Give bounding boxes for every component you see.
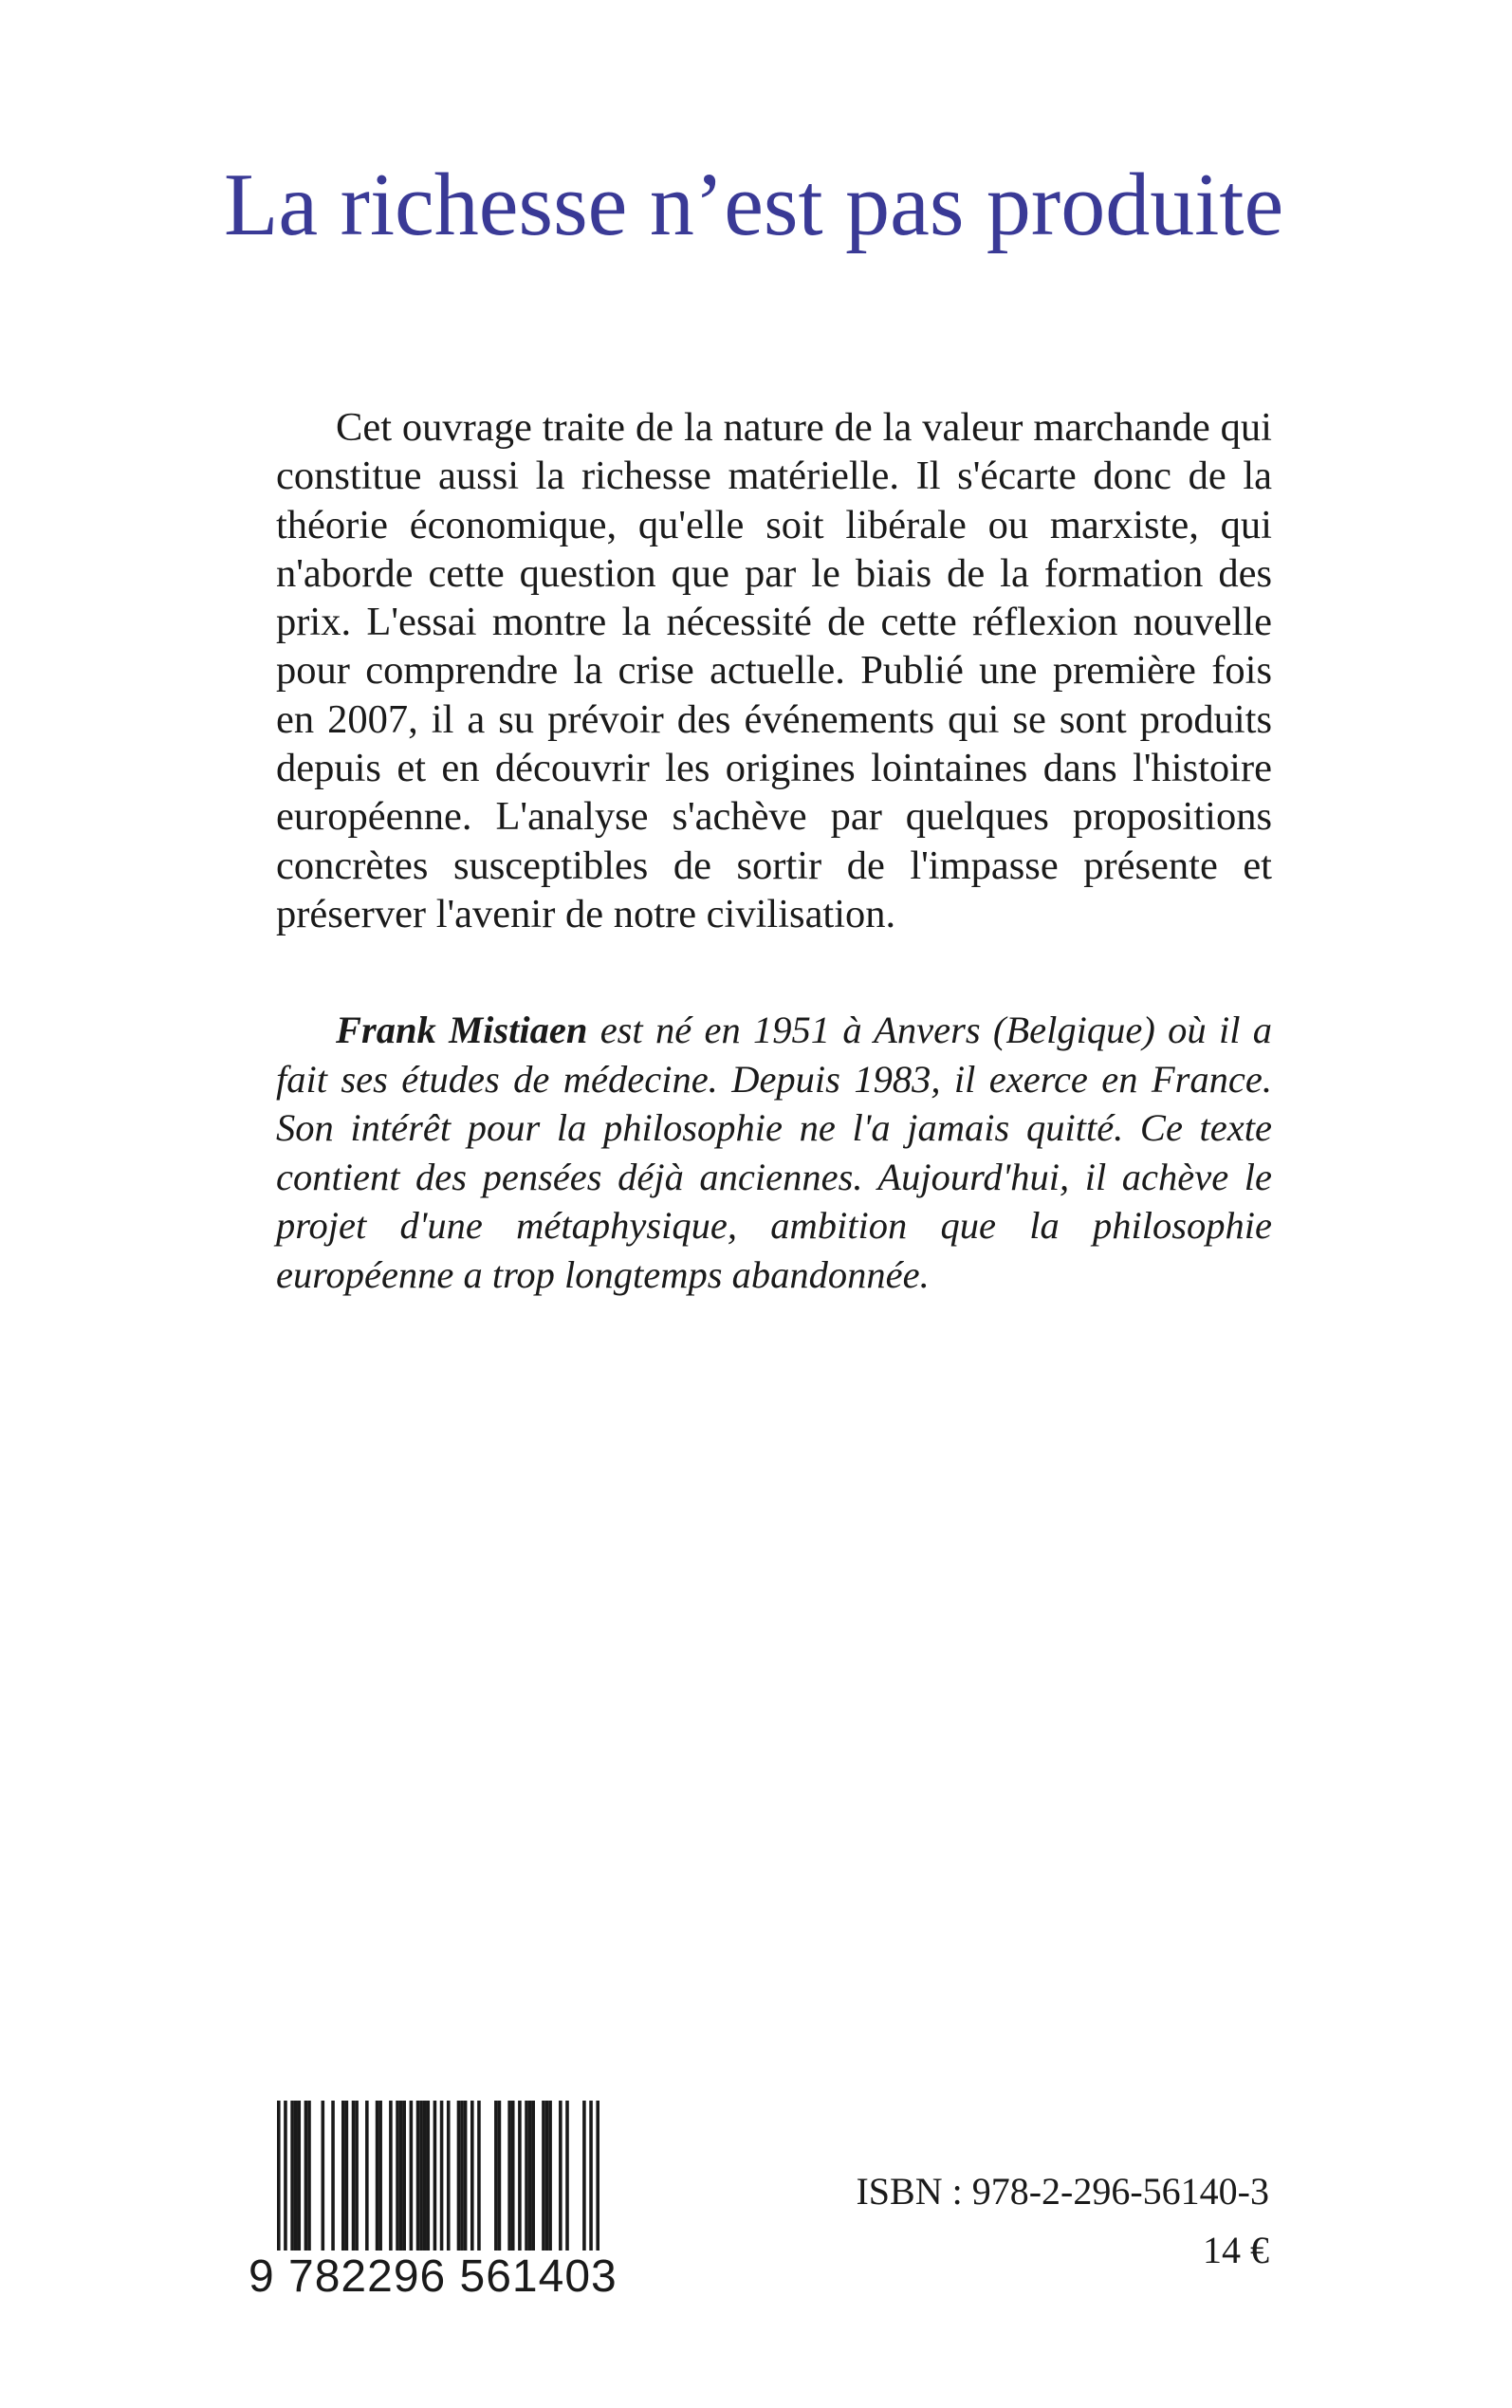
barcode-bar bbox=[294, 2101, 298, 2258]
barcode-bar bbox=[365, 2101, 369, 2258]
barcode-bar bbox=[447, 2101, 451, 2258]
barcode-bar bbox=[559, 2101, 562, 2258]
barcode-bar bbox=[322, 2101, 325, 2258]
barcode-bar bbox=[297, 2101, 301, 2258]
author-name: Frank Mistiaen bbox=[336, 1009, 588, 1051]
author-bio-text: est né en 1951 à Anvers (Belgique) où il a fait ses études de médecine. Depuis 1983, il exerce en France. Son intérêt pour la philosophie ne l'a jamais quitté. Ce texte contient des pensées déjà anciennes. Aujourd'hui, il achève le projet d'une métaphysique, ambition que la philosophie européenne a trop longtemps abandonnée. bbox=[276, 1009, 1272, 1296]
barcode-bar bbox=[341, 2101, 345, 2258]
barcode-bar bbox=[460, 2101, 464, 2258]
barcode-bar bbox=[582, 2101, 586, 2258]
barcode-bar bbox=[376, 2101, 379, 2258]
barcode-bar bbox=[423, 2101, 427, 2258]
barcode-bar bbox=[477, 2101, 481, 2258]
barcode-bar bbox=[345, 2101, 349, 2258]
book-title: La richesse n’est pas produite bbox=[224, 156, 1284, 254]
barcode-bar bbox=[416, 2101, 420, 2258]
barcode-bar bbox=[355, 2101, 359, 2258]
barcode-bar bbox=[518, 2101, 522, 2258]
barcode-bar bbox=[507, 2101, 511, 2258]
barcode-bar bbox=[525, 2101, 528, 2258]
barcode-bar bbox=[511, 2101, 515, 2258]
barcode-bar bbox=[352, 2101, 356, 2258]
barcode-bar bbox=[464, 2101, 468, 2258]
price-label: 14 € bbox=[1203, 2229, 1269, 2271]
barcode-bar bbox=[399, 2101, 403, 2258]
barcode-bar bbox=[548, 2101, 552, 2258]
barcode-bar bbox=[402, 2101, 406, 2258]
book-summary: Cet ouvrage traite de la nature de la valeur marchande qui constitue aussi la richesse matérielle. Il s'écarte donc de la théorie économique, qu'elle soit libérale ou marxiste, qui n'aborde cette question que par le biais de la formation des prix. L'essai montre la nécessité de cette réflexion nouvelle pour comprendre la crise actuelle. Publié une première fois en 2007, il a su prévoir des événements qui se sont produits depuis et en découvrir les origines lointaines dans l'histoire européenne. L'analyse s'achève par quelques propositions concrètes susceptibles de sortir de l'impasse présente et préserver l'avenir de notre civilisation. bbox=[276, 405, 1272, 936]
barcode-bar bbox=[426, 2101, 430, 2258]
barcode-bar bbox=[565, 2101, 569, 2258]
barcode-bar bbox=[419, 2101, 423, 2258]
barcode-bar bbox=[331, 2101, 335, 2258]
barcode-bar bbox=[307, 2101, 311, 2258]
author-bio bbox=[276, 1006, 1272, 1300]
isbn-number: ISBN : 978-2-296-56140-3 bbox=[856, 2170, 1269, 2213]
barcode-bar bbox=[494, 2101, 498, 2258]
barcode-bar bbox=[531, 2101, 535, 2258]
barcode-bar bbox=[290, 2101, 294, 2258]
barcode-digits: 9 782296 561403 bbox=[249, 2251, 618, 2302]
barcode-bar bbox=[410, 2101, 414, 2258]
barcode-bar bbox=[470, 2101, 474, 2258]
barcode-bar bbox=[304, 2101, 308, 2258]
barcode-bar bbox=[378, 2101, 382, 2258]
barcode-bar bbox=[396, 2101, 399, 2258]
barcode-bar bbox=[457, 2101, 461, 2258]
barcode-bar bbox=[389, 2101, 393, 2258]
barcode-bar bbox=[528, 2101, 532, 2258]
barcode-bar bbox=[542, 2101, 545, 2258]
barcode-bar bbox=[498, 2101, 502, 2258]
barcode-bar bbox=[545, 2101, 549, 2258]
